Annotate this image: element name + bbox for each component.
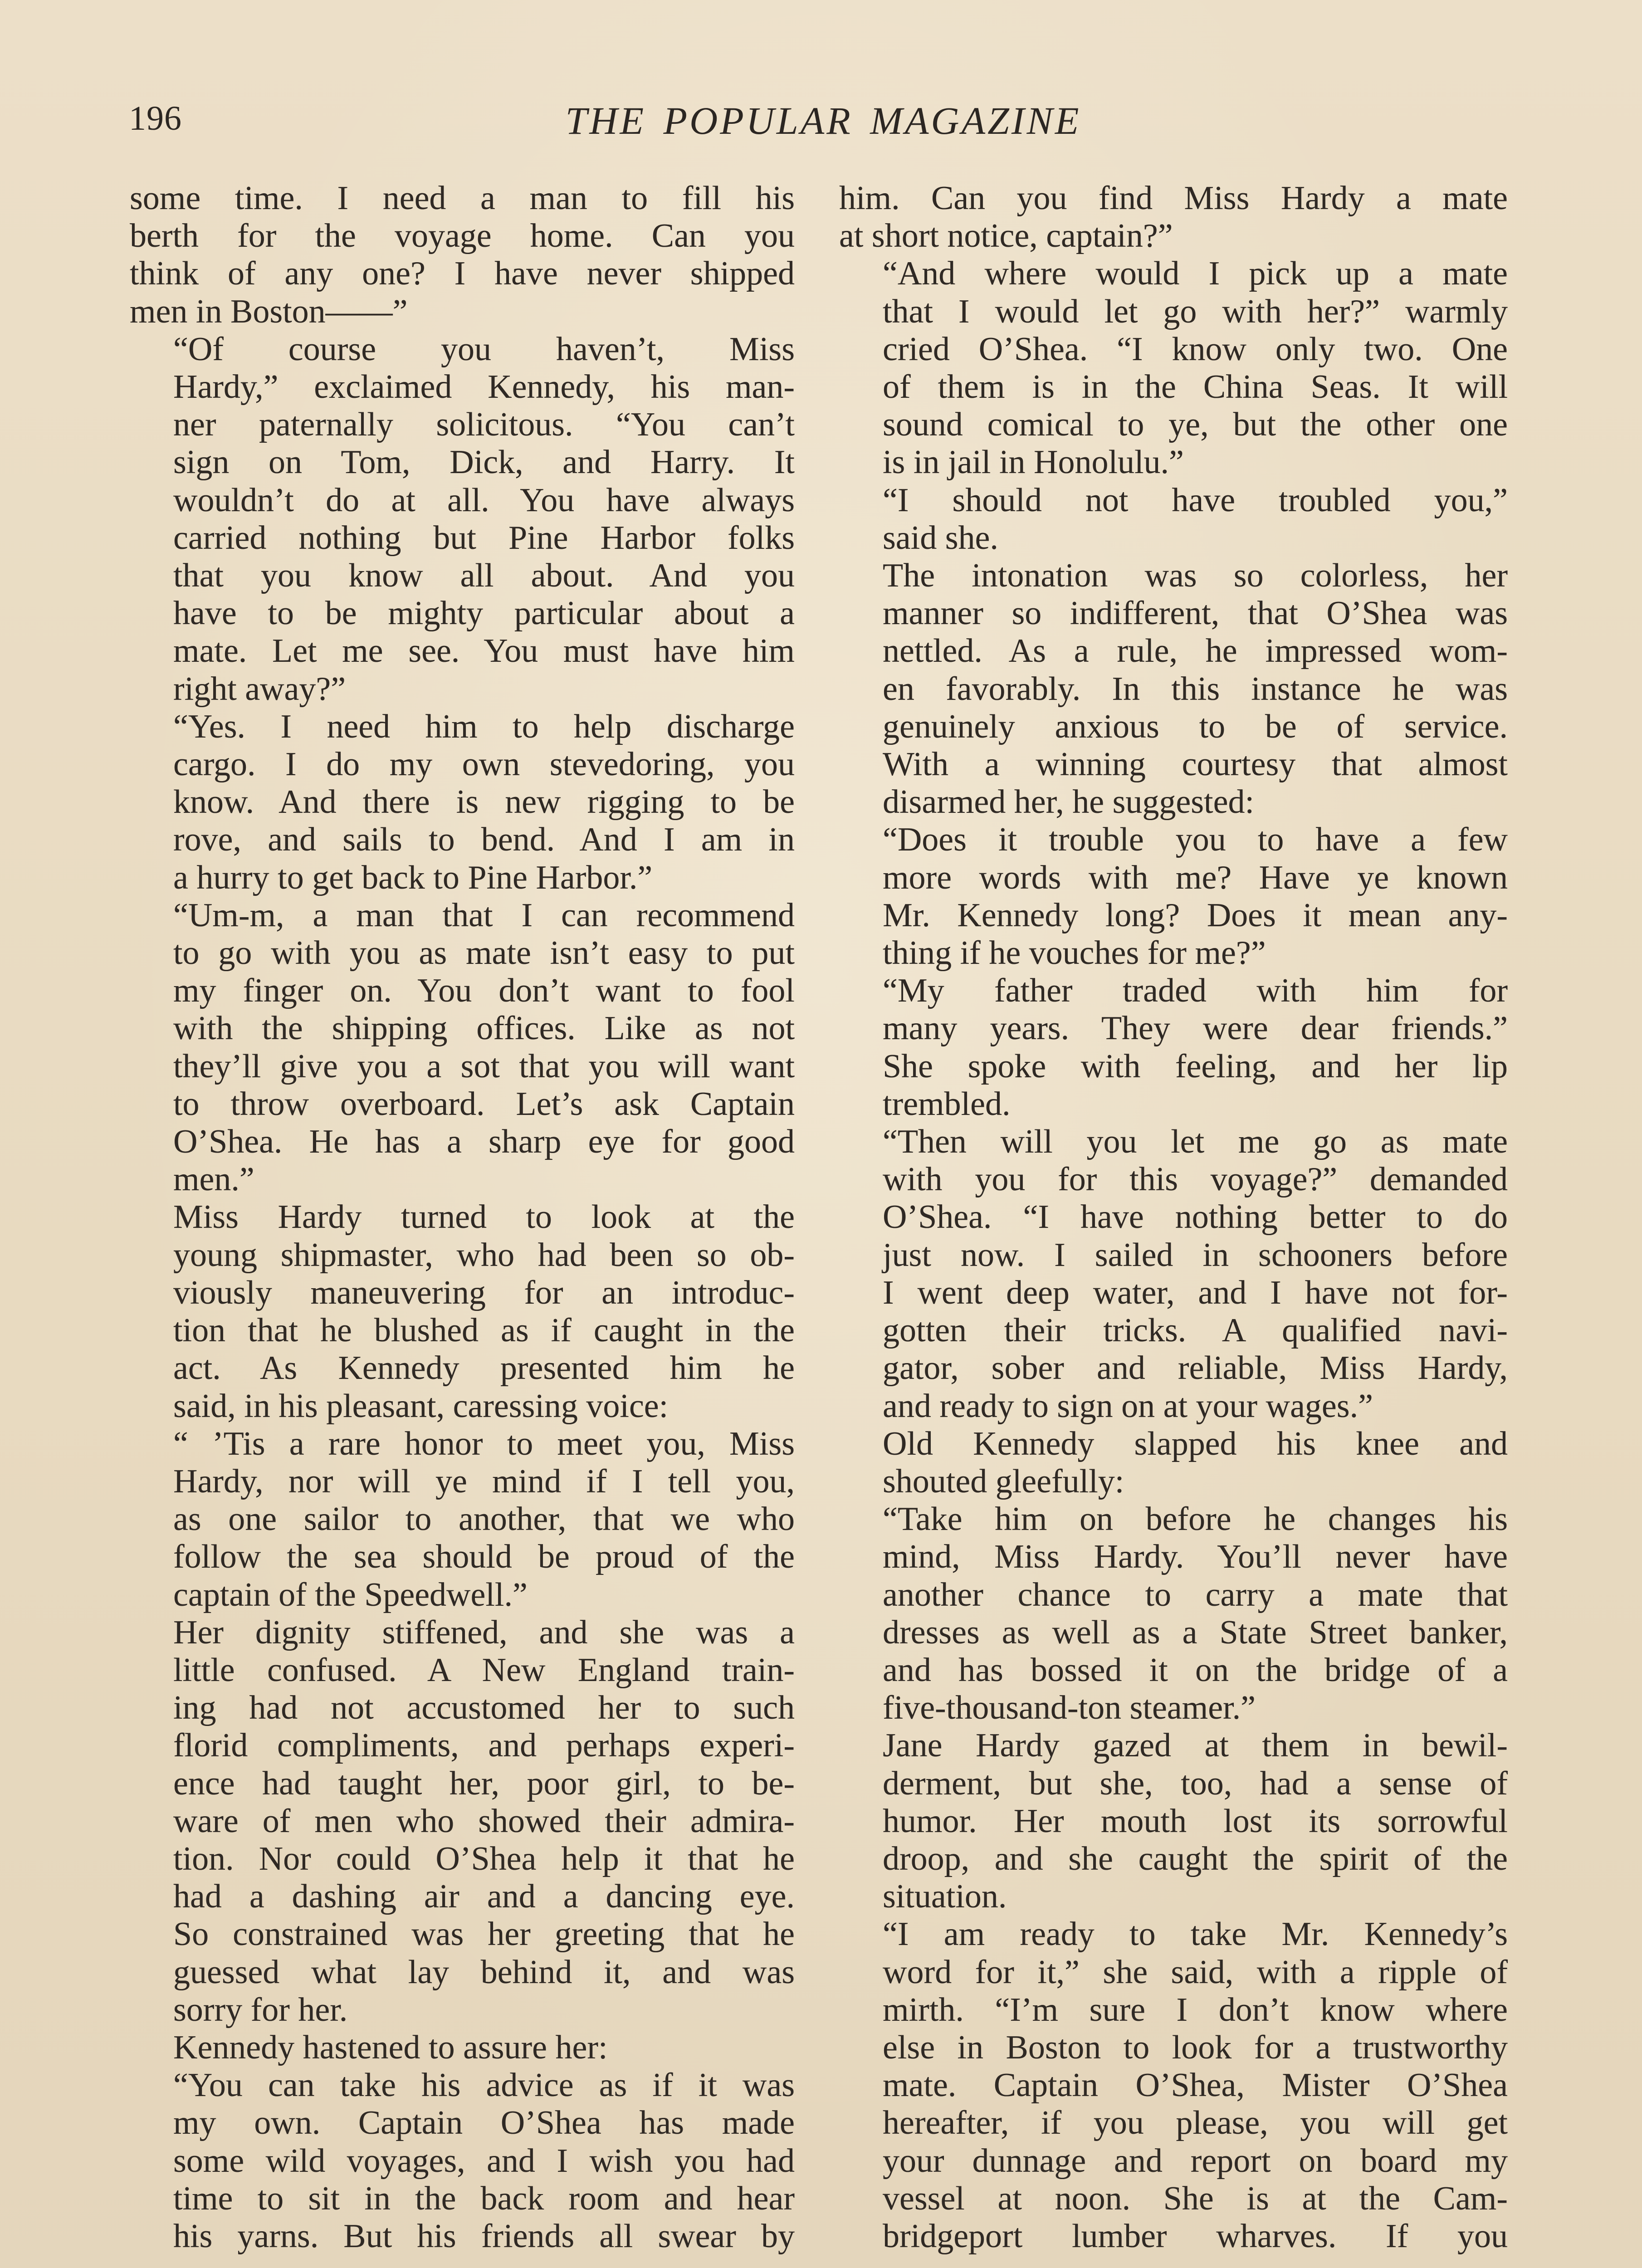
page-number: 196 bbox=[129, 99, 182, 137]
text-line: have to be mighty particular about a bbox=[173, 595, 795, 632]
text-line: “Yes. I need him to help discharge bbox=[173, 708, 795, 745]
paragraph bbox=[839, 1425, 1508, 1501]
text-line: your dunnage and report on board my bbox=[883, 2142, 1508, 2180]
text-line: mirth. “I’m sure I don’t know where bbox=[883, 1991, 1508, 2028]
text-line: sound comical to ye, but the other one bbox=[883, 406, 1508, 444]
text-line: “ ’Tis a rare honor to meet you, Miss bbox=[173, 1425, 795, 1462]
paragraph bbox=[130, 1614, 795, 2029]
text-line: “Take him on before he changes his bbox=[883, 1501, 1508, 1538]
text-line: cried O’Shea. “I know only two. One bbox=[883, 330, 1508, 368]
text-line: five-thousand-ton steamer.” bbox=[883, 1689, 1256, 1727]
text-line: many years. They were dear friends.” bbox=[883, 1010, 1508, 1047]
text-line: more words with me? Have ye known bbox=[883, 859, 1508, 896]
paragraph bbox=[130, 2029, 795, 2067]
text-line: mate. Captain O’Shea, Mister O’Shea bbox=[883, 2067, 1508, 2104]
text-line: Hardy,” exclaimed Kennedy, his man- bbox=[173, 368, 795, 406]
text-line: “And where would I pick up a mate bbox=[883, 255, 1508, 293]
paragraph bbox=[839, 1123, 1508, 1425]
text-line: ware of men who showed their admira- bbox=[173, 1802, 795, 1840]
text-line: guessed what lay behind it, and was bbox=[173, 1953, 795, 1991]
paragraph bbox=[839, 821, 1508, 972]
text-line: ence had taught her, poor girl, to be- bbox=[173, 1765, 795, 1802]
text-line: little confused. A New England train- bbox=[173, 1651, 795, 1689]
text-line: humor. Her mouth lost its sorrowful bbox=[883, 1802, 1508, 1840]
text-line: thing if he vouches for me?” bbox=[883, 934, 1266, 972]
text-line: trembled. bbox=[883, 1085, 1011, 1123]
text-line: gator, sober and reliable, Miss Hardy, bbox=[883, 1349, 1508, 1387]
text-line: tion. Nor could O’Shea help it that he bbox=[173, 1840, 795, 1877]
text-line: With a winning courtesy that almost bbox=[883, 746, 1508, 783]
text-line: mate. Let me see. You must have him bbox=[173, 632, 795, 670]
text-line: vessel at noon. She is at the Cam- bbox=[883, 2180, 1508, 2217]
paragraph bbox=[839, 255, 1508, 481]
text-line: nettled. As a rule, he impressed wom- bbox=[883, 632, 1508, 670]
text-line: know. And there is new rigging to be bbox=[173, 783, 795, 821]
text-line: that I would let go with her?” warmly bbox=[883, 293, 1508, 330]
paragraph bbox=[839, 972, 1508, 1123]
text-line: of them is in the China Seas. It will bbox=[883, 368, 1508, 406]
paragraph bbox=[130, 897, 795, 1199]
text-line: ing had not accustomed her to such bbox=[173, 1689, 795, 1727]
paragraph bbox=[130, 708, 795, 897]
text-line: my own. Captain O’Shea has made bbox=[173, 2104, 795, 2142]
text-line: rove, and sails to bend. And I am in bbox=[173, 821, 795, 859]
text-column-left bbox=[130, 180, 795, 2255]
text-line: “I am ready to take Mr. Kennedy’s bbox=[883, 1916, 1508, 1953]
text-line: hereafter, if you please, you will get bbox=[883, 2104, 1508, 2142]
text-line: and ready to sign on at your wages.” bbox=[883, 1387, 1373, 1425]
text-line: that you know all about. And you bbox=[173, 557, 795, 595]
text-line: they’ll give you a sot that you will want bbox=[173, 1047, 795, 1085]
text-line: genuinely anxious to be of service. bbox=[883, 708, 1508, 745]
text-line: and has bossed it on the bridge of a bbox=[883, 1651, 1508, 1689]
text-line: So constrained was her greeting that he bbox=[173, 1916, 795, 1953]
text-line: She spoke with feeling, and her lip bbox=[883, 1047, 1508, 1085]
text-line: said, in his pleasant, caressing voice: bbox=[173, 1387, 669, 1425]
text-line: to go with you as mate isn’t easy to put bbox=[173, 934, 795, 972]
paragraph bbox=[839, 557, 1508, 821]
text-line: mind, Miss Hardy. You’ll never have bbox=[883, 1538, 1508, 1576]
text-line: berth for the voyage home. Can you bbox=[130, 217, 795, 255]
text-line: derment, but she, too, had a sense of bbox=[883, 1765, 1508, 1802]
text-line: right away?” bbox=[173, 670, 346, 708]
text-line: gotten their tricks. A qualified navi- bbox=[883, 1312, 1508, 1349]
text-line: droop, and she caught the spirit of the bbox=[883, 1840, 1508, 1877]
text-column-right bbox=[839, 180, 1508, 2255]
text-line: situation. bbox=[883, 1878, 1007, 1916]
text-line: Hardy, nor will ye mind if I tell you, bbox=[173, 1462, 795, 1500]
text-line: “Um-m, a man that I can recommend bbox=[173, 896, 795, 934]
text-line: men.” bbox=[173, 1161, 254, 1198]
text-line: wouldn’t do at all. You have always bbox=[173, 481, 795, 519]
text-line: is in jail in Honolulu.” bbox=[883, 444, 1184, 481]
paragraph bbox=[839, 482, 1508, 557]
text-line: captain of the Speedwell.” bbox=[173, 1576, 528, 1613]
text-line: just now. I sailed in schooners before bbox=[883, 1236, 1508, 1274]
text-line: “You can take his advice as if it was bbox=[173, 2067, 795, 2104]
text-line: at short notice, captain?” bbox=[839, 217, 1173, 255]
paragraph bbox=[130, 2067, 795, 2255]
text-line: as one sailor to another, that we who bbox=[173, 1501, 795, 1538]
text-line: manner so indifferent, that O’Shea was bbox=[883, 595, 1508, 632]
text-line: else in Boston to look for a trustworthy bbox=[883, 2028, 1508, 2066]
text-line: with the shipping offices. Like as not bbox=[173, 1010, 795, 1047]
text-line: Her dignity stiffened, and she was a bbox=[173, 1613, 795, 1651]
text-line: another chance to carry a mate that bbox=[883, 1576, 1508, 1613]
text-line: Mr. Kennedy long? Does it mean any- bbox=[883, 896, 1508, 934]
text-line: tion that he blushed as if caught in the bbox=[173, 1312, 795, 1349]
text-line: sorry for her. bbox=[173, 1991, 348, 2028]
text-line: shouted gleefully: bbox=[883, 1462, 1124, 1500]
text-line: had a dashing air and a dancing eye. bbox=[173, 1878, 795, 1916]
text-line: his yarns. But his friends all swear by bbox=[173, 2217, 795, 2255]
text-line: said she. bbox=[883, 519, 998, 557]
running-head-title: THE POPULAR MAGAZINE bbox=[565, 99, 1081, 142]
text-line: bridgeport lumber wharves. If you bbox=[883, 2217, 1508, 2255]
paragraph bbox=[130, 1425, 795, 1614]
paragraph bbox=[839, 180, 1508, 255]
text-line: Miss Hardy turned to look at the bbox=[173, 1198, 795, 1236]
text-line: men in Boston——” bbox=[130, 293, 408, 330]
text-line: my finger on. You don’t want to fool bbox=[173, 972, 795, 1010]
text-line: carried nothing but Pine Harbor folks bbox=[173, 519, 795, 557]
text-line: O’Shea. “I have nothing better to do bbox=[883, 1198, 1508, 1236]
text-line: “I should not have troubled you,” bbox=[883, 481, 1508, 519]
paragraph bbox=[839, 1916, 1508, 2255]
text-line: dresses as well as a State Street banker, bbox=[883, 1613, 1508, 1651]
text-line: “Then will you let me go as mate bbox=[883, 1123, 1508, 1161]
text-line: some wild voyages, and I wish you had bbox=[173, 2142, 795, 2180]
text-line: word for it,” she said, with a ripple of bbox=[883, 1953, 1508, 1991]
text-line: disarmed her, he suggested: bbox=[883, 783, 1255, 821]
paragraph bbox=[839, 1501, 1508, 1727]
text-line: think of any one? I have never shipped bbox=[130, 255, 795, 293]
text-line: ner paternally solicitous. “You can’t bbox=[173, 406, 795, 444]
text-line: “Of course you haven’t, Miss bbox=[173, 330, 795, 368]
paragraph bbox=[130, 1198, 795, 1425]
text-line: Old Kennedy slapped his knee and bbox=[883, 1425, 1508, 1462]
text-line: follow the sea should be proud of the bbox=[173, 1538, 795, 1576]
text-line: O’Shea. He has a sharp eye for good bbox=[173, 1123, 795, 1161]
text-line: florid compliments, and perhaps experi- bbox=[173, 1727, 795, 1765]
text-line: sign on Tom, Dick, and Harry. It bbox=[173, 444, 795, 481]
text-line: Kennedy hastened to assure her: bbox=[173, 2028, 608, 2066]
paragraph bbox=[130, 331, 795, 708]
text-line: I went deep water, and I have not for- bbox=[883, 1274, 1508, 1311]
text-line: “Does it trouble you to have a few bbox=[883, 821, 1508, 859]
paragraph bbox=[839, 1727, 1508, 1916]
text-line: “My father traded with him for bbox=[883, 972, 1508, 1010]
text-line: him. Can you find Miss Hardy a mate bbox=[839, 180, 1508, 217]
text-line: cargo. I do my own stevedoring, you bbox=[173, 746, 795, 783]
paragraph bbox=[130, 180, 795, 331]
text-line: young shipmaster, who had been so ob- bbox=[173, 1236, 795, 1274]
text-line: act. As Kennedy presented him he bbox=[173, 1349, 795, 1387]
text-line: Jane Hardy gazed at them in bewil- bbox=[883, 1727, 1508, 1765]
text-line: en favorably. In this instance he was bbox=[883, 670, 1508, 708]
text-line: a hurry to get back to Pine Harbor.” bbox=[173, 859, 653, 896]
text-line: time to sit in the back room and hear bbox=[173, 2180, 795, 2217]
page-header bbox=[118, 93, 1529, 152]
text-line: with you for this voyage?” demanded bbox=[883, 1161, 1508, 1198]
text-line: some time. I need a man to fill his bbox=[130, 180, 795, 217]
text-line: viously maneuvering for an introduc- bbox=[173, 1274, 795, 1311]
text-line: The intonation was so colorless, her bbox=[883, 557, 1508, 595]
text-line: to throw overboard. Let’s ask Captain bbox=[173, 1085, 795, 1123]
